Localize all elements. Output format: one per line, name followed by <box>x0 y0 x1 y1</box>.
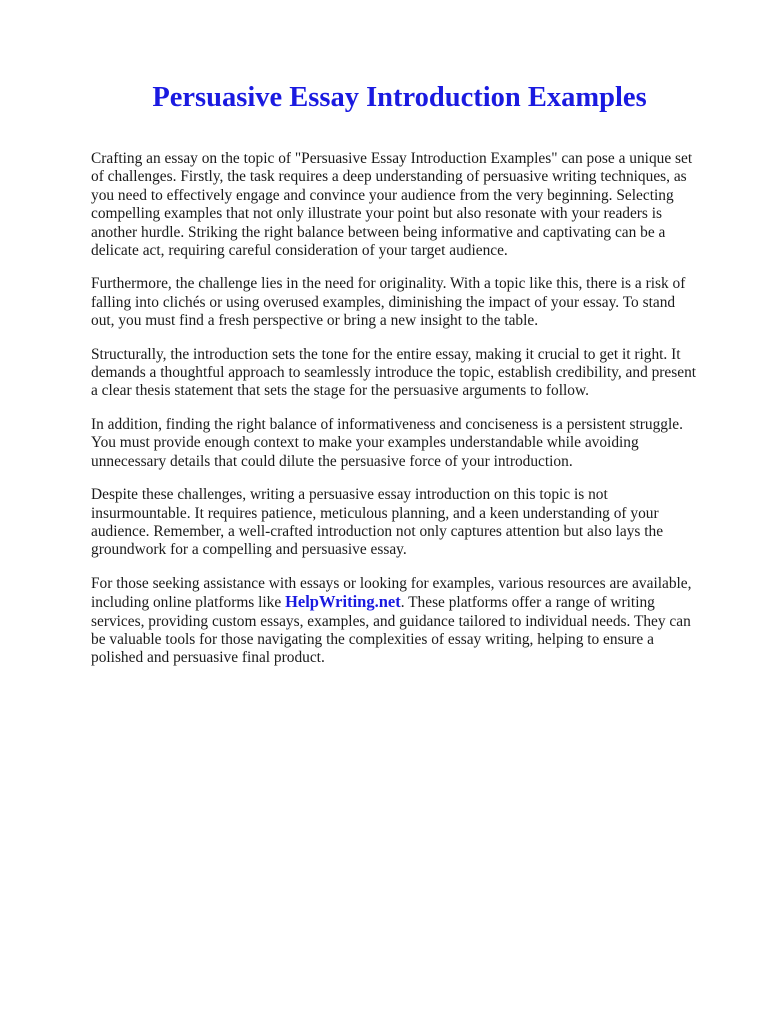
paragraph-challenges: Crafting an essay on the topic of "Persuasive Essay Introduction Examples" can pose a unique set of challenges. Firstly, the task requires a deep understanding of persuasive writing techniques, as you need to effectively engage and convince your audience from the very beginning. Selecting compelling examples that not only illustrate your point but also resonate with your readers is another hurdle. Striking the right balance between being informative and captivating can be a delicate act, requiring careful consideration of your target audience. <box>91 150 693 260</box>
paragraph-originality: Furthermore, the challenge lies in the need for originality. With a topic like this, there is a risk of falling into clichés or using overused examples, diminishing the impact of your essay. To stand out, you must find a fresh perspective or bring a new insight to the table. <box>91 275 686 330</box>
helpwriting-link[interactable]: HelpWriting.net <box>285 592 401 612</box>
paragraph-resources-after-link: . These platforms offer a range of writing services, providing custom essays, examples, and guidance tailored to individual needs. They can be valuable tools for those navigating the complexities of essay writing, helping to ensure a polished and persuasive final product. <box>91 594 691 667</box>
document-title: Persuasive Essay Introduction Examples <box>152 82 647 113</box>
paragraph-resources <box>91 575 700 668</box>
paragraph-balance: In addition, finding the right balance of informativeness and conciseness is a persistent struggle. You must provide enough context to make your examples understandable while avoiding unnecessary details that could dilute the persuasive force of your introduction. <box>91 415 683 470</box>
paragraph-conclusion: Despite these challenges, writing a persuasive essay introduction on this topic is not insurmountable. It requires patience, meticulous planning, and a keen understanding of your audience. Remember, a well-crafted introduction not only captures attention but also lays the groundwork for a compelling and persuasive essay. <box>91 486 664 559</box>
paragraph-resources-before-link: For those seeking assistance with essays or looking for examples, various resources are available, including online platforms like <box>91 574 692 612</box>
paragraph-structure: Structurally, the introduction sets the tone for the entire essay, making it crucial to get it right. It demands a thoughtful approach to seamlessly introduce the topic, establish credibility, and present a clear thesis statement that sets the stage for the persuasive arguments to follow. <box>91 345 697 400</box>
document-body <box>91 150 700 668</box>
